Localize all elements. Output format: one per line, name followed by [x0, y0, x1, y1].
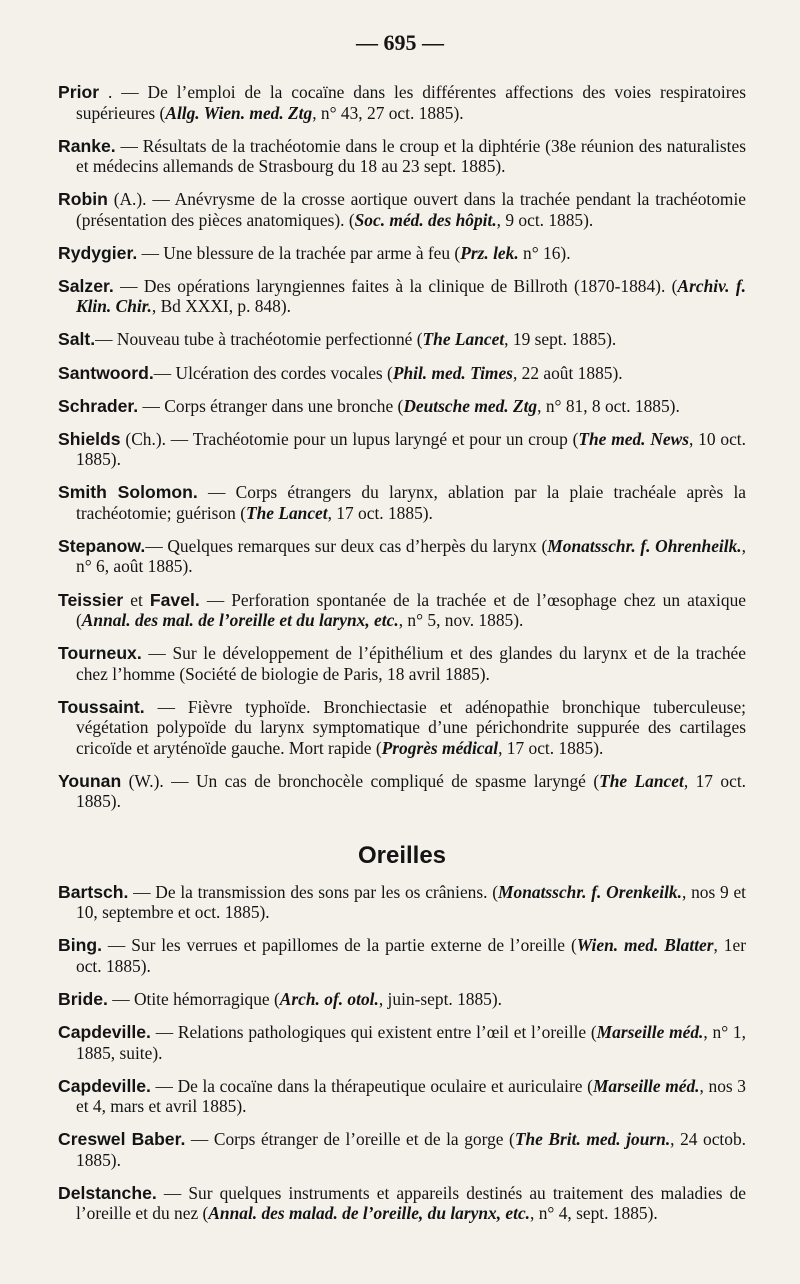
bibliography-entry	[58, 1183, 746, 1224]
entry-author: Toussaint.	[58, 696, 145, 717]
entry-text: , 19 sept. 1885).	[504, 329, 617, 350]
bibliography-entry	[58, 697, 746, 759]
entry-author: Creswel Baber.	[58, 1129, 186, 1150]
entry-source: Wien. med. Blatter	[576, 935, 714, 956]
entry-text: , n° 81, 8 oct. 1885).	[537, 395, 680, 416]
entry-author: Younan	[58, 770, 122, 791]
bibliography-oreilles-list	[58, 882, 746, 1224]
bibliography-entry	[58, 82, 746, 123]
bibliography-entry	[58, 429, 746, 470]
entry-author: Rydygier.	[58, 242, 138, 263]
entry-text: — Sur les verrues et papillomes de la partie externe de l’oreille (	[101, 935, 577, 956]
bibliography-entry	[58, 482, 746, 523]
bibliography-larynx-list	[58, 82, 746, 812]
entry-text: (Ch.). — Trachéotomie pour un lupus laryngé et pour un croup (	[120, 428, 579, 449]
entry-text: , 24 octob. 1885).	[76, 1129, 746, 1170]
entry-author: Bing.	[58, 935, 102, 956]
entry-author: Teissier	[58, 589, 124, 610]
bibliography-entry	[58, 363, 746, 384]
entry-text: — Sur le développement de l’épithélium et des glandes du larynx et de la trachée chez l’homme (Société de biologie de Paris, 18 avril 1885).	[76, 643, 746, 684]
entry-text: — Corps étranger de l’oreille et de la gorge (	[185, 1129, 515, 1150]
entry-text: , nos 9 et 10, septembre et oct. 1885).	[76, 881, 747, 923]
entry-author: Stepanow.	[58, 535, 146, 556]
entry-text: n° 16).	[518, 242, 571, 263]
entry-author: Shields	[58, 428, 121, 449]
entry-source: Prz. lek.	[460, 242, 519, 263]
entry-text: , n° 1, 1885, suite).	[76, 1022, 746, 1063]
entry-source: Annal. des mal. de l’oreille et du larynx, etc.	[81, 610, 399, 631]
entry-text: — Relations pathologiques qui existent entre l’œil et l’oreille (	[150, 1022, 597, 1043]
entry-source: Annal. des malad. de l’oreille, du larynx, etc.	[208, 1203, 531, 1224]
entry-author: Bartsch.	[58, 881, 129, 902]
entry-author: Schrader.	[58, 395, 139, 416]
entry-source: Phil. med. Times	[392, 362, 513, 383]
entry-text: , n° 6, août 1885).	[76, 535, 746, 577]
entry-source: Monatsschr. f. Ohrenheilk.	[547, 535, 742, 556]
entry-source: Deutsche med. Ztg	[403, 395, 538, 416]
entry-text: — Quelques remarques sur deux cas d’herpès du larynx (	[145, 535, 548, 556]
entry-author: Salt.	[58, 329, 96, 350]
bibliography-entry	[58, 396, 746, 417]
bibliography-entry	[58, 590, 746, 631]
entry-source: The Lancet	[245, 502, 328, 523]
entry-author: Delstanche.	[58, 1182, 157, 1203]
entry-text: , 17 oct. 1885).	[498, 737, 604, 758]
entry-text: , 22 août 1885).	[512, 362, 623, 383]
bibliography-entry	[58, 329, 746, 350]
entry-text: , nos 3 et 4, mars et avril 1885).	[76, 1075, 747, 1117]
entry-text: , juin-sept. 1885).	[378, 989, 503, 1009]
entry-source: The Lancet	[422, 329, 505, 350]
entry-text: (A.). — Anévrysme de la crosse aortique ouvert dans la trachée pendant la trachéotomie (présentation des pièces anatomiques). (	[76, 189, 746, 230]
entry-source: The Lancet	[599, 770, 684, 791]
entry-author: Bride.	[58, 989, 108, 1009]
bibliography-entry	[58, 989, 746, 1010]
bibliography-entry	[58, 189, 746, 230]
entry-text: et	[123, 589, 150, 610]
bibliography-entry	[58, 935, 746, 976]
entry-text: — Corps étranger dans une bronche (	[138, 395, 404, 416]
entry-text: — Fièvre typhoïde. Bronchiectasie et adénopathie bronchique tuberculeuse; végétation polypoïde du larynx symptomatique d’une périchondrite suppurée des cartilages cricoïde et aryténoïde gauche. Mort rapide (	[76, 696, 746, 758]
entry-source: Archiv. f. Klin. Chir.	[76, 275, 747, 317]
entry-author: Smith Solomon.	[58, 482, 198, 503]
bibliography-entry	[58, 1076, 746, 1117]
entry-text: , Bd XXXI, p. 848).	[151, 296, 292, 317]
bibliography-entry	[58, 243, 746, 264]
entry-text: , 10 oct. 1885).	[76, 428, 746, 470]
entry-source: The Brit. med. journ.	[514, 1129, 671, 1150]
entry-author: Ranke.	[58, 135, 116, 156]
entry-source: Allg. Wien. med. Ztg	[165, 102, 313, 123]
entry-source: Arch. of. otol.	[279, 989, 379, 1009]
entry-text: — Nouveau tube à trachéotomie perfectionné (	[95, 329, 423, 350]
entry-text: — Ulcération des cordes vocales (	[153, 362, 393, 383]
entry-text: — Otite hémorragique (	[107, 989, 280, 1009]
entry-author: Salzer.	[58, 275, 114, 296]
entry-text: , n° 4, sept. 1885).	[530, 1203, 658, 1224]
entry-text: (W.). — Un cas de bronchocèle compliqué de spasme laryngé (	[121, 770, 600, 791]
bibliography	[58, 82, 746, 1236]
entry-text: — De la transmission des sons par les os crâniens. (	[128, 881, 499, 902]
entry-author: Robin	[58, 189, 108, 210]
entry-author: Prior	[58, 82, 100, 102]
entry-text: , 1er oct. 1885).	[76, 935, 746, 976]
bibliography-entry	[58, 771, 746, 812]
entry-author: Capdeville.	[58, 1022, 151, 1043]
entry-text: — Perforation spontanée de la trachée et de l’œsophage chez un ataxique (	[76, 589, 747, 631]
section-heading-oreilles: Oreilles	[357, 841, 447, 869]
entry-author: Favel.	[149, 589, 200, 610]
entry-text: — Une blessure de la trachée par arme à feu (	[137, 242, 461, 263]
entry-text: — Résultats de la trachéotomie dans le croup et la diphtérie (38e réunion des naturalistes et médecins allemands de Strasbourg du 18 au 23 sept. 1885).	[76, 135, 746, 177]
entry-text: , n° 5, nov. 1885).	[398, 610, 524, 631]
entry-source: Monatsschr. f. Orenkeilk.	[498, 881, 682, 902]
entry-text: , n° 43, 27 oct. 1885).	[312, 102, 464, 123]
entry-text: — Sur quelques instruments et appareils destinés au traitement des maladies de l’oreille et du nez (	[76, 1182, 746, 1224]
entry-source: Progrès médical	[381, 737, 499, 758]
entry-text: — De la cocaïne dans la thérapeutique oculaire et auriculaire (	[150, 1075, 593, 1096]
bibliography-entry	[58, 1129, 746, 1170]
entry-text: . — De l’emploi de la cocaïne dans les différentes affections des voies respiratoires supérieures (	[76, 82, 746, 123]
entry-text: , 17 oct. 1885).	[76, 770, 747, 812]
bibliography-entry	[58, 276, 746, 317]
bibliography-entry	[58, 643, 746, 684]
entry-source: The med. News	[578, 428, 689, 449]
entry-source: Marseille méd.	[596, 1022, 704, 1043]
bibliography-entry	[58, 882, 746, 923]
entry-source: Soc. méd. des hôpit.	[354, 209, 497, 230]
bibliography-entry	[58, 136, 746, 177]
entry-text: , 9 oct. 1885).	[496, 209, 594, 230]
entry-text: — Des opérations laryngiennes faites à la clinique de Billroth (1870-1884). (	[113, 275, 678, 296]
entry-text: , 17 oct. 1885).	[327, 502, 433, 523]
entry-author: Santwoord.	[58, 362, 154, 383]
entry-text: — Corps étrangers du larynx, ablation par la plaie trachéale après la trachéotomie; guérison (	[76, 482, 746, 523]
bibliography-entry	[58, 1022, 746, 1063]
entry-author: Capdeville.	[58, 1075, 151, 1096]
bibliography-entry	[58, 536, 746, 577]
page-number: — 695 —	[356, 30, 444, 55]
entry-author: Tourneux.	[58, 643, 142, 664]
entry-source: Marseille méd.	[592, 1075, 700, 1096]
